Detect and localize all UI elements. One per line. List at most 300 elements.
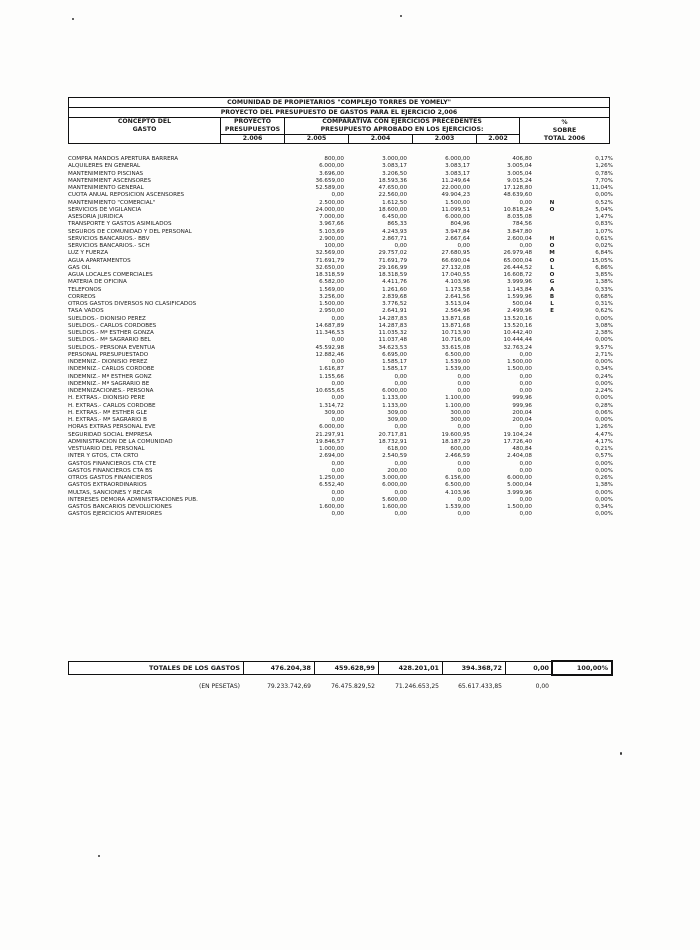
- cell-concept: PERSONAL PRESUPUESTADO: [68, 351, 149, 358]
- cell-y2004: 66.690,04: [441, 257, 470, 264]
- cell-y2003: 200,04: [512, 417, 532, 423]
- pesetas-row: [68, 683, 610, 690]
- cell-y2004: 4.103,96: [445, 279, 470, 286]
- cell-y2003: 0,00: [519, 243, 532, 249]
- cell-y2004: 2.466,59: [445, 453, 470, 460]
- table-row: [68, 178, 613, 185]
- cell-concept: ALQUILERES EN GENERAL: [68, 163, 141, 170]
- totals-percent: 100,00%: [553, 662, 611, 674]
- cell-pct: 0,33%: [595, 286, 613, 293]
- cell-pct: 0,57%: [595, 453, 613, 460]
- cell-mark: L: [550, 264, 554, 271]
- cell-concept: INDEMNIZACIONES.- PERSONA: [68, 388, 154, 394]
- table-row: [68, 432, 613, 439]
- cell-mark: O: [549, 206, 555, 213]
- cell-y2006: 2.950,00: [319, 308, 344, 315]
- cell-y2006: 6.582,00: [319, 279, 344, 286]
- cell-y2003: 16.608,72: [503, 272, 532, 278]
- cell-pct: 0,78%: [595, 170, 613, 177]
- cell-y2005: 0,00: [394, 511, 407, 518]
- cell-concept: ADMINISTRACION DE LA COMUNIDAD: [68, 438, 173, 445]
- cell-y2005: 0,00: [394, 373, 407, 380]
- cell-y2003: 0,00: [519, 424, 532, 431]
- cell-y2004: 6.000,00: [445, 214, 470, 220]
- cell-pct: 6,86%: [595, 264, 613, 271]
- table-row: [68, 323, 613, 330]
- cell-y2005: 22.560,00: [378, 192, 407, 199]
- cell-pct: 0,26%: [595, 475, 613, 481]
- scan-speck: [620, 752, 622, 755]
- cell-mark: [532, 192, 572, 199]
- cell-y2005: 6.000,00: [382, 388, 407, 394]
- table-row: [68, 156, 613, 163]
- cell-y2004: 1.539,00: [445, 504, 470, 510]
- cell-y2004: 11.249,64: [441, 177, 470, 184]
- totals-2002: 0,00: [506, 662, 553, 674]
- cell-pct: 0,00%: [595, 359, 613, 365]
- cell-y2006: 0,00: [331, 395, 344, 402]
- cell-y2004: 49.904,23: [441, 192, 470, 199]
- cell-y2003: 6.000,00: [507, 475, 532, 481]
- cell-concept: TRANSPORTE Y GASTOS ASIMILADOS: [68, 221, 172, 228]
- cell-y2005: 0,00: [394, 489, 407, 496]
- cell-concept: SERVICIOS BANCARIOS.- BBV: [68, 235, 150, 242]
- table-row: [68, 439, 613, 446]
- cell-mark: O: [549, 272, 555, 278]
- cell-pct: 1,47%: [595, 214, 613, 220]
- cell-pct: 0,00%: [595, 467, 613, 474]
- cell-y2006: 0,00: [331, 460, 344, 467]
- cell-y2005: 309,00: [387, 409, 407, 416]
- cell-pct: 0,00%: [595, 489, 613, 496]
- cell-concept: MANTENIMIENTO "COMERCIAL": [68, 199, 156, 206]
- cell-y2004: 0,00: [457, 380, 470, 387]
- table-row: [68, 468, 613, 475]
- cell-y2006: 18.318,59: [315, 272, 344, 278]
- cell-y2003: 3.005,04: [507, 170, 532, 177]
- cell-y2003: 0,00: [519, 351, 532, 358]
- cell-y2004: 6.500,00: [445, 351, 470, 358]
- cell-concept: TASA VADOS: [68, 308, 104, 315]
- cell-pct: 15,05%: [591, 257, 613, 264]
- cell-mark: O: [549, 243, 555, 249]
- cell-y2004: 0,00: [457, 460, 470, 467]
- cell-y2006: 21.297,91: [315, 431, 344, 438]
- cell-mark: [532, 446, 572, 453]
- cell-mark: O: [549, 257, 555, 264]
- cell-pct: 0,52%: [595, 199, 613, 206]
- cell-concept: INDEMNIZ.- CARLOS CORDOBE: [68, 366, 155, 373]
- cell-y2006: 0,00: [331, 380, 344, 387]
- cell-mark: [532, 374, 572, 381]
- cell-y2003: 1.500,00: [507, 359, 532, 365]
- cell-mark: B: [549, 293, 555, 300]
- cell-concept: GASTOS BANCARIOS DEVOLUCIONES: [68, 504, 172, 510]
- cell-concept: GASTOS FINANCIEROS CTA CTE: [68, 460, 156, 467]
- cell-concept: INDEMNIZ.- Mª SAGRARIO BE: [68, 380, 150, 387]
- cell-y2004: 6.156,00: [445, 475, 470, 481]
- cell-concept: SUELDOS.- Mª SAGRARIO BEL: [68, 337, 151, 344]
- table-row: [68, 403, 613, 410]
- cell-y2005: 0,00: [394, 460, 407, 467]
- cell-y2004: 1.539,00: [445, 366, 470, 373]
- cell-mark: [532, 323, 572, 330]
- table-row: [68, 287, 613, 294]
- cell-y2003: 0,00: [519, 511, 532, 518]
- cell-y2004: 1.500,00: [445, 199, 470, 206]
- cell-mark: [532, 432, 572, 439]
- cell-y2003: 0,00: [519, 496, 532, 503]
- cell-y2003: 2.499,96: [507, 308, 532, 315]
- cell-pct: 1,26%: [595, 163, 613, 170]
- cell-mark: [532, 497, 572, 504]
- cell-concept: MANTENIMIENT ASCENSORES: [68, 177, 151, 184]
- cell-y2003: 0,00: [519, 460, 532, 467]
- cell-y2005: 34.623,53: [378, 344, 407, 351]
- cell-y2006: 6.552,40: [319, 482, 344, 489]
- cell-y2006: 0,00: [331, 192, 344, 199]
- cell-y2004: 600,00: [450, 446, 470, 452]
- table-row: [68, 272, 613, 279]
- table-row: [68, 192, 613, 199]
- cell-y2004: 0,00: [457, 467, 470, 474]
- cell-y2003: 10.818,24: [503, 206, 532, 213]
- cell-y2005: 1.612,50: [382, 199, 407, 206]
- cell-mark: [532, 366, 572, 373]
- table-row: [68, 359, 613, 366]
- cell-y2006: 3.256,00: [319, 293, 344, 300]
- cell-y2004: 3.083,17: [445, 170, 470, 177]
- cell-y2005: 4.411,76: [382, 279, 407, 286]
- cell-y2004: 300,00: [450, 417, 470, 423]
- cell-y2004: 18.187,29: [441, 438, 470, 445]
- cell-y2005: 2.641,91: [382, 308, 407, 315]
- cell-y2006: 52.589,00: [315, 185, 344, 191]
- cell-concept: INDEMNIZ.- DIONISIO PEREZ: [68, 359, 148, 365]
- table-row: [68, 214, 613, 221]
- cell-mark: [532, 468, 572, 475]
- cell-mark: [532, 156, 572, 163]
- cell-mark: M: [549, 250, 555, 257]
- cell-y2006: 0,00: [331, 511, 344, 518]
- cell-y2004: 0,00: [457, 424, 470, 431]
- cell-y2003: 17.128,80: [503, 185, 532, 191]
- cell-y2004: 27.680,95: [441, 250, 470, 257]
- table-row: [68, 301, 613, 308]
- cell-y2005: 18.600,00: [378, 206, 407, 213]
- cell-y2003: 13.520,16: [503, 322, 532, 329]
- concept-header-line2: GASTO: [132, 126, 157, 133]
- year-2003-header: 2.003: [413, 134, 477, 143]
- cell-y2006: 24.000,00: [315, 206, 344, 213]
- cell-pct: 0,00%: [595, 460, 613, 467]
- cell-y2005: 6.450,00: [382, 214, 407, 220]
- cell-y2006: 0,00: [331, 337, 344, 344]
- cell-y2004: 13.871,68: [441, 322, 470, 329]
- table-row: [68, 265, 613, 272]
- cell-y2003: 3.847,80: [507, 228, 532, 235]
- comparative-header-line2: PRESUPUESTO APROBADO EN LOS EJERCICIOS:: [320, 126, 484, 133]
- cell-y2003: 13.520,16: [503, 315, 532, 322]
- cell-y2004: 0,00: [457, 511, 470, 518]
- cell-y2005: 1.585,17: [382, 359, 407, 365]
- cell-concept: INTER Y GTOS, CTA CRTO: [68, 453, 139, 460]
- cell-y2003: 65.000,04: [503, 257, 532, 264]
- cell-y2003: 0,00: [519, 467, 532, 474]
- cell-y2003: 5.000,04: [507, 482, 532, 489]
- column-headers: [69, 118, 609, 143]
- totals-2005: 459.628,99: [315, 662, 379, 674]
- table-row: [68, 417, 613, 424]
- scan-speck: [400, 15, 402, 17]
- cell-y2003: 32.763,24: [503, 344, 532, 351]
- table-row: [68, 308, 613, 315]
- cell-concept: H. EXTRAS.- Mª SAGRARIO B: [68, 417, 147, 423]
- pesetas-2006: 79.233.742,69: [267, 683, 311, 690]
- cell-y2003: 2.404,08: [507, 453, 532, 460]
- cell-y2006: 1.314,72: [319, 402, 344, 409]
- cell-y2005: 2.839,68: [382, 293, 407, 300]
- cell-mark: N: [549, 199, 555, 206]
- cell-y2003: 10.442,40: [503, 330, 532, 336]
- cell-concept: INTERESES DEMORA ADMINISTRACIONES PUB.: [68, 496, 198, 503]
- cell-mark: E: [550, 308, 554, 315]
- scan-speck: [72, 18, 74, 20]
- cell-y2006: 6.000,00: [319, 424, 344, 431]
- project-header-line2: PRESUPUESTOS: [224, 126, 281, 133]
- table-row: [68, 388, 613, 395]
- pesetas-2002: 0,00: [535, 683, 549, 690]
- cell-pct: 2,71%: [595, 351, 613, 358]
- cell-y2004: 804,96: [450, 221, 470, 228]
- cell-y2006: 2.694,00: [319, 453, 344, 460]
- cell-y2005: 71.691,79: [378, 257, 407, 264]
- cell-y2006: 36.659,00: [315, 177, 344, 184]
- cell-y2005: 14.287,83: [378, 322, 407, 329]
- cell-concept: OTROS GASTOS FINANCIEROS: [68, 475, 153, 481]
- cell-concept: LUZ Y FUERZA: [68, 250, 109, 257]
- cell-y2003: 0,00: [519, 388, 532, 394]
- cell-y2004: 6.000,00: [445, 156, 470, 162]
- table-row: [68, 366, 613, 373]
- cell-y2005: 20.717,81: [378, 431, 407, 438]
- cell-y2006: 2.900,00: [319, 235, 344, 242]
- cell-y2005: 2.540,59: [382, 453, 407, 460]
- cell-pct: 0,61%: [595, 235, 613, 242]
- cell-mark: [532, 453, 572, 460]
- cell-y2005: 3.083,17: [382, 163, 407, 170]
- cell-y2005: 6.695,00: [382, 351, 407, 358]
- cell-y2004: 2.564,96: [445, 308, 470, 315]
- cell-y2003: 406,80: [512, 156, 532, 162]
- cell-concept: HORAS EXTRAS PERSONAL EVE: [68, 424, 156, 431]
- cell-pct: 0,00%: [595, 417, 613, 423]
- cell-y2004: 0,00: [457, 243, 470, 249]
- table-row: [68, 345, 613, 352]
- year-2005-header: 2.005: [285, 134, 349, 143]
- cell-pct: 0,31%: [595, 301, 613, 307]
- cell-y2006: 1.250,00: [319, 475, 344, 481]
- cell-pct: 4,17%: [595, 438, 613, 445]
- cell-y2006: 10.655,65: [315, 388, 344, 394]
- cell-concept: MANTENIMIENTO GENERAL: [68, 185, 144, 191]
- cell-concept: MANTENIMIENTO PISCINAS: [68, 170, 144, 177]
- cell-y2003: 0,00: [519, 373, 532, 380]
- table-row: [68, 497, 613, 504]
- comparative-header-line1: COMPARATIVA CON EJERCICIOS PRECEDENTES: [322, 118, 482, 125]
- cell-y2005: 11.037,48: [378, 337, 407, 344]
- cell-mark: [532, 221, 572, 228]
- cell-pct: 0,00%: [595, 380, 613, 387]
- table-row: [68, 258, 613, 265]
- table-row: [68, 395, 613, 402]
- cell-y2006: 1.569,00: [319, 286, 344, 293]
- cell-pct: 0,21%: [595, 446, 613, 452]
- cell-y2006: 19.846,57: [315, 438, 344, 445]
- pesetas-2003: 65.617.433,85: [458, 683, 502, 690]
- cell-mark: [532, 178, 572, 185]
- comparative-column-header: [285, 118, 520, 134]
- table-row: [68, 381, 613, 388]
- cell-mark: [532, 345, 572, 352]
- cell-mark: [532, 352, 572, 359]
- cell-y2005: 3.206,50: [382, 170, 407, 177]
- table-row: [68, 236, 613, 243]
- year-2006-header: 2.006: [221, 134, 285, 143]
- cell-mark: [532, 316, 572, 323]
- cell-pct: 2,24%: [595, 388, 613, 394]
- cell-mark: [532, 490, 572, 497]
- budget-subtitle: PROYECTO DEL PRESUPUESTO DE GASTOS PARA EL EJERCICIO 2,006: [69, 108, 609, 118]
- pesetas-2005: 76.475.829,52: [331, 683, 375, 690]
- cell-y2005: 0,00: [394, 380, 407, 387]
- cell-concept: GAS OIL: [68, 264, 91, 271]
- cell-y2004: 6.500,00: [445, 482, 470, 489]
- cell-y2005: 618,00: [387, 446, 407, 452]
- cell-y2006: 7.000,00: [319, 214, 344, 220]
- cell-mark: [532, 403, 572, 410]
- pesetas-2004: 71.246.653,25: [395, 683, 439, 690]
- cell-y2003: 999,96: [512, 395, 532, 402]
- cell-pct: 1,38%: [595, 279, 613, 286]
- community-title: COMUNIDAD DE PROPIETARIOS "COMPLEJO TORRES DE YOMELY": [69, 98, 609, 108]
- cell-y2005: 47.650,00: [378, 185, 407, 191]
- totals-2006: 476.204,38: [244, 662, 315, 674]
- table-row: [68, 171, 613, 178]
- cell-concept: MULTAS, SANCIONES Y RECAR: [68, 489, 153, 496]
- table-row: [68, 446, 613, 453]
- table-row: [68, 337, 613, 344]
- cell-y2005: 0,00: [394, 424, 407, 431]
- cell-y2006: 0,00: [331, 315, 344, 322]
- cell-y2006: 14.687,89: [315, 322, 344, 329]
- cell-y2003: 8.035,08: [507, 214, 532, 220]
- concept-header-line1: CONCEPTO DEL: [117, 118, 172, 125]
- table-row: [68, 243, 613, 250]
- table-row: [68, 461, 613, 468]
- cell-concept: SEGUROS DE COMUNIDAD Y DEL PERSONAL: [68, 228, 192, 235]
- cell-y2006: 1.500,00: [319, 301, 344, 307]
- cell-y2003: 48.639,60: [503, 192, 532, 199]
- cell-y2006: 0,00: [331, 467, 344, 474]
- cell-y2006: 3.967,66: [319, 221, 344, 228]
- table-row: [68, 475, 613, 482]
- cell-mark: [532, 482, 572, 489]
- cell-y2004: 0,00: [457, 496, 470, 503]
- cell-y2003: 500,04: [512, 301, 532, 307]
- cell-concept: AGUA LOCALES COMERCIALES: [68, 272, 153, 278]
- cell-y2004: 22.000,00: [441, 185, 470, 191]
- cell-y2003: 2.600,04: [507, 235, 532, 242]
- cell-mark: A: [549, 286, 555, 293]
- cell-concept: INDEMNIZ.- Mª ESTHER GONZ: [68, 373, 152, 380]
- cell-pct: 0,62%: [595, 308, 613, 315]
- cell-concept: CORREOS: [68, 293, 96, 300]
- cell-y2004: 0,00: [457, 373, 470, 380]
- cell-concept: SEGURIDAD SOCIAL EMPRESA: [68, 431, 153, 438]
- cell-concept: GASTOS EJERCICIOS ANTERIORES: [68, 511, 162, 518]
- cell-y2004: 1.100,00: [445, 402, 470, 409]
- cell-y2005: 3.000,00: [382, 475, 407, 481]
- cell-y2006: 1.600,00: [319, 504, 344, 510]
- cell-mark: [532, 171, 572, 178]
- cell-y2005: 4.243,93: [382, 228, 407, 235]
- cell-pct: 0,02%: [595, 243, 613, 249]
- cell-mark: [532, 337, 572, 344]
- cell-y2006: 1.616,87: [319, 366, 344, 373]
- cell-concept: GASTOS EXTRAORDINARIOS: [68, 482, 147, 489]
- project-header-line1: PROYECTO: [233, 118, 272, 125]
- cell-pct: 0,34%: [595, 366, 613, 373]
- cell-y2003: 999,96: [512, 402, 532, 409]
- cell-y2004: 27.132,08: [441, 264, 470, 271]
- cell-pct: 1,07%: [595, 228, 613, 235]
- table-row: [68, 250, 613, 257]
- concept-column-header: [69, 118, 221, 143]
- cell-y2004: 2.641,56: [445, 293, 470, 300]
- cell-y2003: 1.599,96: [507, 293, 532, 300]
- cell-y2005: 18.318,59: [378, 272, 407, 278]
- cell-y2004: 33.615,08: [441, 344, 470, 351]
- cell-mark: [532, 163, 572, 170]
- cell-y2006: 11.346,53: [315, 330, 344, 336]
- cell-y2004: 11.099,51: [441, 206, 470, 213]
- cell-y2005: 1.133,00: [382, 395, 407, 402]
- cell-y2004: 4.103,96: [445, 489, 470, 496]
- cell-pct: 5,04%: [595, 206, 613, 213]
- cell-pct: 3,08%: [595, 322, 613, 329]
- cell-mark: H: [549, 235, 555, 242]
- cell-y2005: 1.261,60: [382, 286, 407, 293]
- cell-mark: [532, 359, 572, 366]
- cell-pct: 0,28%: [595, 402, 613, 409]
- cell-concept: VESTUARIO DEL PERSONAL: [68, 446, 145, 452]
- cell-y2006: 0,00: [331, 496, 344, 503]
- cell-y2004: 10.713,90: [441, 330, 470, 336]
- totals-row: [68, 661, 612, 675]
- cell-concept: MATERIA DE OFICINA: [68, 279, 127, 286]
- table-row: [68, 279, 613, 286]
- cell-pct: 0,68%: [595, 293, 613, 300]
- cell-y2006: 800,00: [324, 156, 344, 162]
- cell-pct: 0,00%: [595, 511, 613, 518]
- cell-y2003: 200,04: [512, 409, 532, 416]
- cell-mark: [532, 439, 572, 446]
- table-row: [68, 511, 613, 518]
- cell-y2004: 13.871,68: [441, 315, 470, 322]
- cell-concept: H. EXTRAS.- Mª ESTHER GLE: [68, 409, 148, 416]
- cell-y2005: 2.867,71: [382, 235, 407, 242]
